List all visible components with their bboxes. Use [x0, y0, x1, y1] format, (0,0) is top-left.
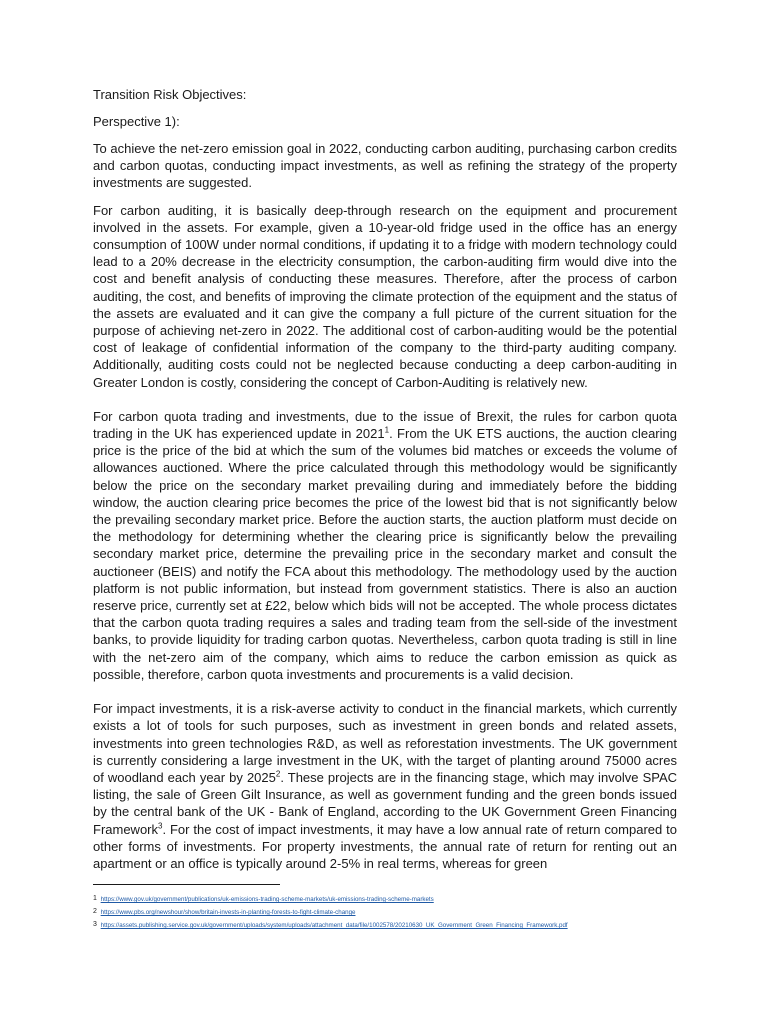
footnote-link-1[interactable]: https://www.gov.uk/government/publications/uk-emissions-trading-scheme-markets/uk-emissions-trading-scheme-markets [100, 896, 434, 903]
footnote-2 [93, 906, 677, 919]
footnote-ref-3: 3 [158, 821, 163, 831]
paragraph-impact-investments [93, 700, 677, 872]
perspective-label: Perspective 1): [93, 114, 180, 129]
footnote-number: 1 [93, 895, 97, 902]
footnote-number: 2 [93, 908, 97, 915]
footnote-3 [93, 919, 677, 932]
section-heading: Transition Risk Objectives: [93, 87, 247, 102]
paragraph-text: . These projects are in the financing stage, which may involve SPAC listing, the sale of Green Gilt Insurance, as well as government funding and the green bonds issued by the central bank of the UK - Bank of England, according to the UK Government Green Financing Framework [93, 769, 678, 837]
paragraph-text: . For the cost of impact investments, it may have a low annual rate of return compared to other forms of investments. For property investments, the annual rate of return for renting out an apartment or an office is typically around 2-5% in real terms, whereas for green [93, 821, 677, 871]
footnote-ref-1: 1 [384, 425, 390, 435]
footnote-link-2[interactable]: https://www.pbs.org/newshour/show/britain-invests-in-planting-forests-to-fight-climate-change [100, 909, 356, 916]
footnotes [93, 884, 677, 932]
footnote-1 [93, 893, 677, 906]
footnote-separator [93, 884, 280, 885]
paragraph-text: For impact investments, it is a risk-averse activity to conduct in the financial markets, which currently exists a lot of tools for such purposes, such as investment in green bonds and related assets, investments into green technologies R&D, as well as reforestation investments. The UK government is currently considering a large investment in the UK, with the target of planting around 75000 acres of woodland each year by 2025 [93, 701, 677, 785]
paragraph-text: . From the UK ETS auctions, the auction clearing price is the price of the bid at which the sum of the volumes bid matches or exceeds the volume of allowances auctioned. Where the price calculated through this methodology would be significantly below the price on the secondary market prevailing during and immediately before the bidding window, the auction clearing price becomes the price of the lowest bid that is not significantly below the prevailing secondary market price. Before the auction starts, the auction platform must decide on the methodology for determining whether the clearing price is significantly below the prevailing secondary market price, determine the prevailing price in the secondary market and consult the auctioneer (BEIS) and notify the FCA about this methodology. The methodology used by the auction platform is not public information, but instead from government statistics. There is also an auction reserve price, currently set at £22, below which bids will not be accepted. The whole process dictates that the carbon quota trading requires a sales and trading team from the sell-side of the investment banks, to provide liquidity for trading carbon quotas. Nevertheless, carbon quota trading is still in line with the net-zero aim of the company, which aims to reduce the carbon emission as quick as possible, therefore, carbon quota investments and procurements is a valid decision. [93, 426, 677, 682]
footnote-number: 3 [93, 921, 97, 928]
footnote-ref-2: 2 [275, 769, 281, 779]
paragraph-text: For carbon quota trading and investments, due to the issue of Brexit, the rules for carbon quota trading in the UK has experienced update in 2021 [93, 408, 677, 442]
document-body [93, 86, 677, 872]
footnote-link-3[interactable]: https://assets.publishing.service.gov.uk/government/uploads/system/uploads/attachment_data/file/1002578/20210630_UK_Government_Green_Financing_Framework.pdf [100, 922, 568, 929]
paragraph-carbon-auditing: For carbon auditing, it is basically deep-through research on the equipment and procurement involved in the assets. For example, given a 10-year-old fridge used in the office has an energy consumption of 100W under normal conditions, if updating it to a fridge with modern technology could lead to a 20% decrease in the electricity consumption, the carbon-auditing firm would dive into the cost and benefit analysis of conducting these measures. Therefore, after the process of carbon auditing, the cost, and benefits of improving the climate protection of the equipment and the status of the assets are evaluated and it can give the company a full picture of the current situation for the purpose of achieving net-zero in 2022. The additional cost of carbon-auditing would be the potential cost of leakage of confidential information of the company to the third-party auditing company. Additionally, auditing costs could not be neglected because conducting a deep carbon-auditing in Greater London is costly, considering the concept of Carbon-Auditing is relatively new. [93, 202, 677, 390]
paragraph-carbon-quota [93, 408, 677, 683]
paragraph-intro: To achieve the net-zero emission goal in 2022, conducting carbon auditing, purchasing carbon credits and carbon quotas, conducting impact investments, as well as refining the strategy of the property investments are suggested. [93, 141, 677, 191]
